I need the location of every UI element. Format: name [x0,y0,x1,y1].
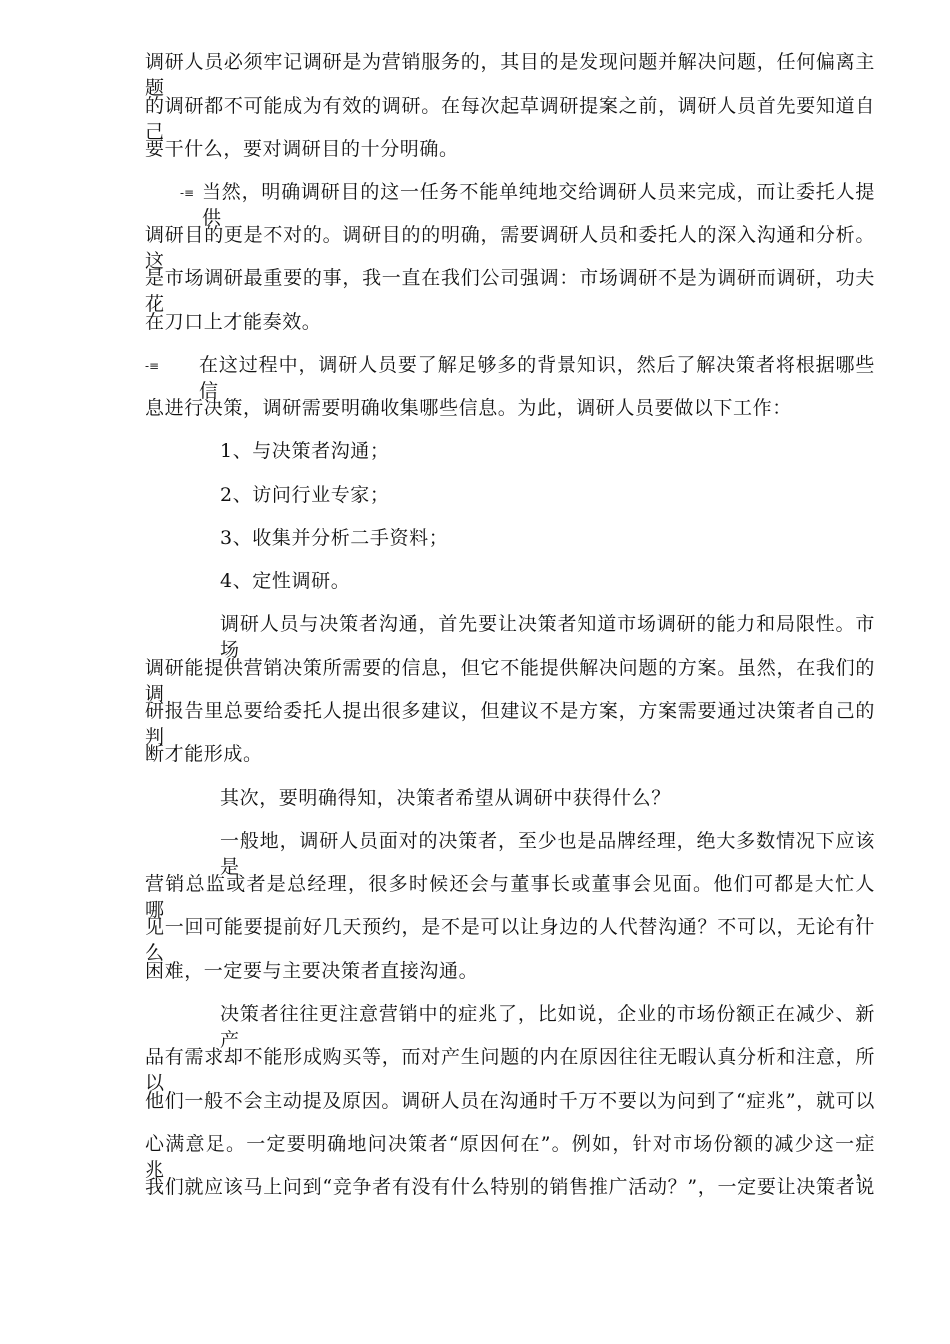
text-line: 决策者往往更注意营销中的症兆了，比如说，企业的市场份额正在减少、新产 [220,1003,875,1051]
paragraph-mark [145,352,185,379]
text-line: 调研能提供营销决策所需要的信息，但它不能提供解决问题的方案。虽然，在我们的调 [145,657,875,705]
text-line: 我们就应该马上问到“竞争者有没有什么特别的销售推广活动？”，一定要让决策者说 [145,1176,875,1198]
list-item: 3、收集并分析二手资料； [220,527,449,549]
text-line: 调研人员必须牢记调研是为营销服务的，其目的是发现问题并解决问题，任何偏离主题 [145,51,875,99]
text-line: 是市场调研最重要的事，我一直在我们公司强调：市场调研不是为调研而调研，功夫花 [145,267,875,315]
text-line: 一般地，调研人员面对的决策者，至少也是品牌经理，绝大多数情况下应该是 [220,830,875,878]
paragraph-mark [180,179,202,206]
text-line: 见一回可能要提前好几天预约，是不是可以让身边的人代替沟通？不可以，无论有什么 [145,916,875,964]
text-line: 他们一般不会主动提及原因。调研人员在沟通时千万不要以为问到了“症兆”，就可以 [145,1090,875,1112]
text-line: 品有需求却不能形成购买等，而对产生问题的内在原因往往无暇认真分析和注意，所以 [145,1046,875,1094]
text-line: 在这过程中，调研人员要了解足够多的背景知识，然后了解决策者将根据哪些信 [199,354,875,402]
list-item: 2、访问行业专家； [220,484,390,506]
paragraph-mark-glyph: -≡ [180,186,195,200]
text-line: 当然，明确调研目的这一任务不能单纯地交给调研人员来完成，而让委托人提供 [202,181,875,229]
text-line: 心满意足。一定要明确地问决策者“原因何在”。例如，针对市场份额的减少这一症兆， [145,1133,875,1181]
text-line: 的调研都不可能成为有效的调研。在每次起草调研提案之前，调研人员首先要知道自己 [145,95,875,143]
list-item: 1、与决策者沟通； [220,440,390,462]
paragraph-mark-glyph: -≡ [145,359,160,373]
text-line: 其次，要明确得知，决策者希望从调研中获得什么？ [220,787,671,809]
text-line: 调研目的更是不对的。调研目的的明确，需要调研人员和委托人的深入沟通和分析。这 [145,224,875,272]
text-line: 困难，一定要与主要决策者直接沟通。 [145,960,479,982]
text-line: 营销总监或者是总经理，很多时候还会与董事长或董事会见面。他们可都是大忙人哪， [145,873,875,921]
text-line: 断才能形成。 [145,743,263,765]
text-line: 息进行决策，调研需要明确收集哪些信息。为此，调研人员要做以下工作： [145,397,792,419]
text-line: 调研人员与决策者沟通，首先要让决策者知道市场调研的能力和局限性。市场 [220,613,875,661]
list-item: 4、定性调研。 [220,570,351,592]
text-line: 在刀口上才能奏效。 [145,311,322,333]
text-line: 研报告里总要给委托人提出很多建议，但建议不是方案，方案需要通过决策者自己的判 [145,700,875,748]
text-line: 要干什么，要对调研目的十分明确。 [145,138,459,160]
